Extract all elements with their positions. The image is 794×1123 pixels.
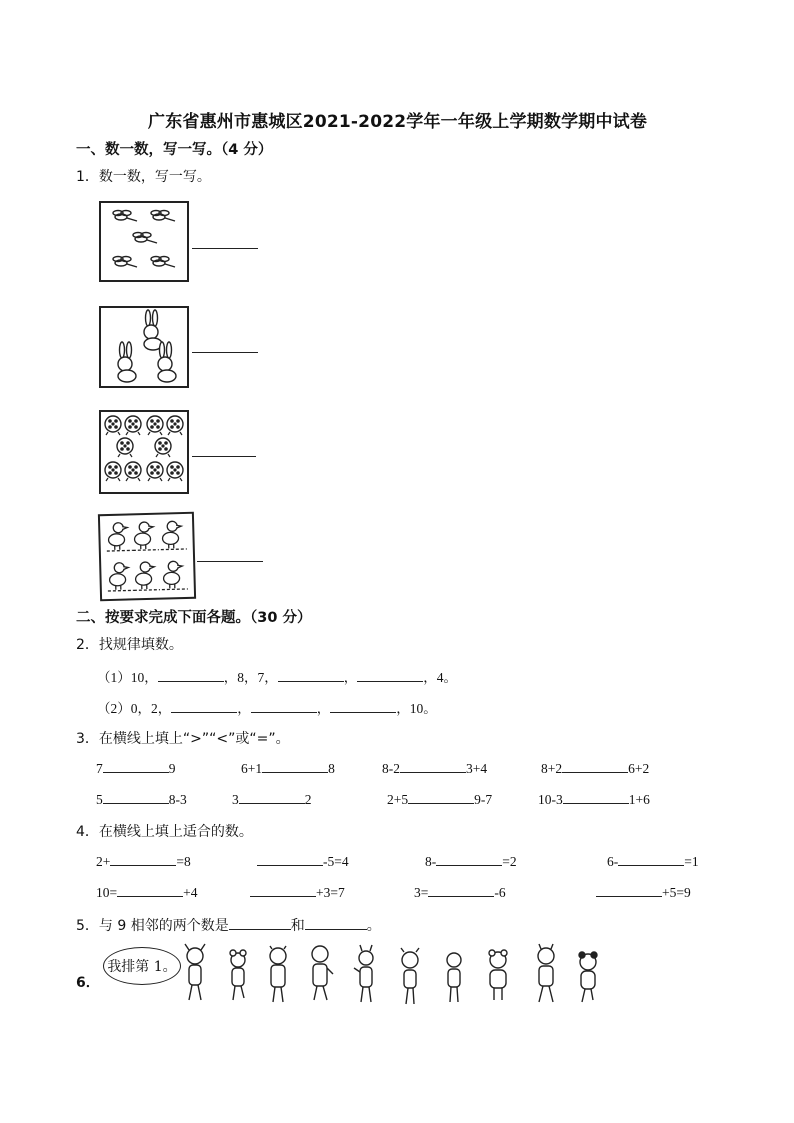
- animal-icon: [230, 950, 246, 1000]
- speech-bubble: [103, 947, 181, 985]
- question-3-text: 3．在横线上填上“>”“<”或“=”。: [76, 731, 290, 747]
- expr-right: -5=4: [323, 854, 349, 869]
- expr-left: 8-: [425, 854, 437, 869]
- blank[interactable]: [278, 669, 344, 682]
- question-5-text: 5．与 9 相邻的两个数是: [76, 918, 229, 934]
- count-picture-ladybugs: [99, 410, 189, 494]
- section-2-heading: 二、按要求完成下面各题。（30 分）: [76, 610, 312, 626]
- expr-left: 3: [232, 792, 239, 807]
- pattern-text: ，10。: [396, 701, 437, 716]
- speech-bubble-text: 我排第 1。: [107, 959, 177, 975]
- compare-item: [382, 760, 487, 777]
- blank[interactable]: [400, 760, 466, 773]
- count-picture-dragonflies: [99, 201, 189, 282]
- blank[interactable]: [562, 760, 628, 773]
- ladybug-icon: [105, 416, 183, 481]
- expr-left: 2+: [96, 854, 111, 869]
- blank[interactable]: [428, 884, 494, 897]
- blank[interactable]: [357, 669, 423, 682]
- blank[interactable]: [250, 884, 316, 897]
- blank[interactable]: [596, 884, 662, 897]
- pattern-text: ，: [237, 701, 251, 716]
- question-2-text: 2．找规律填数。: [76, 637, 183, 653]
- fill-item: [596, 884, 691, 901]
- animal-icon: [312, 946, 333, 1000]
- compare-item: [387, 791, 492, 808]
- expr-right: +5=9: [662, 885, 691, 900]
- expr-left: 2+5: [387, 792, 409, 807]
- expr-right: 9: [168, 761, 176, 776]
- expr-left: 8-2: [382, 761, 400, 776]
- blank[interactable]: [618, 853, 684, 866]
- blank[interactable]: [330, 700, 396, 713]
- blank[interactable]: [229, 917, 291, 930]
- expr-right: 8: [328, 761, 335, 776]
- animal-icon: [270, 946, 286, 1002]
- dragonfly-icon: [113, 211, 175, 268]
- expr-right: 3+4: [466, 761, 488, 776]
- compare-item: [96, 760, 176, 777]
- expr-left: 10=: [96, 885, 118, 900]
- expr-left: 5: [96, 792, 103, 807]
- expr-right: 8-3: [168, 792, 187, 807]
- expr-right: 9-7: [474, 792, 493, 807]
- pattern-text: ，8，7，: [223, 670, 278, 685]
- fill-item: [250, 884, 345, 901]
- blank[interactable]: [563, 791, 629, 804]
- expr-right: =2: [502, 854, 517, 869]
- expr-right: +3=7: [316, 885, 345, 900]
- compare-item: [232, 791, 312, 808]
- blank[interactable]: [262, 760, 328, 773]
- duck-icon: [106, 521, 188, 591]
- question-6-number: 6．: [76, 975, 100, 991]
- answer-line-2[interactable]: [192, 352, 258, 353]
- pattern-text: （2）0，2，: [97, 701, 172, 716]
- rabbit-icon: [118, 310, 176, 382]
- question-5-and: 和: [290, 918, 305, 934]
- fill-item: [96, 884, 198, 901]
- pattern-text: ，4。: [423, 670, 457, 685]
- page-title: 广东省惠州市惠城区2021-2022学年一年级上学期数学期中试卷: [148, 112, 648, 132]
- compare-item: [241, 760, 335, 777]
- expr-right: 2: [304, 792, 312, 807]
- fill-item: [414, 884, 506, 901]
- section-1-heading: 一、数一数，写一写。（4 分）: [76, 142, 273, 158]
- count-picture-ducks: [98, 512, 196, 601]
- expr-left: 8+2: [541, 761, 563, 776]
- compare-item: [541, 760, 649, 777]
- expr-right: -6: [494, 885, 506, 900]
- answer-line-4[interactable]: [197, 561, 263, 562]
- animal-icon: [579, 952, 597, 1002]
- animal-icon: [354, 945, 373, 1002]
- expr-right: =8: [176, 854, 191, 869]
- blank[interactable]: [110, 853, 176, 866]
- blank[interactable]: [171, 700, 237, 713]
- blank[interactable]: [103, 791, 169, 804]
- question-4-text: 4．在横线上填上适合的数。: [76, 824, 253, 840]
- expr-left: 10-3: [538, 792, 563, 807]
- fill-item: [425, 853, 517, 870]
- blank[interactable]: [257, 853, 323, 866]
- question-1-text: 1．数一数，写一写。: [76, 169, 211, 185]
- animal-icon: [185, 944, 205, 1000]
- expr-right: 6+2: [628, 761, 650, 776]
- compare-item: [538, 791, 650, 808]
- question-5-end: 。: [366, 918, 381, 934]
- expr-right: 1+6: [628, 792, 650, 807]
- blank[interactable]: [305, 917, 367, 930]
- expr-left: 6-: [607, 854, 619, 869]
- pattern-row-1: [97, 666, 457, 686]
- animal-icon: [489, 950, 507, 1000]
- fill-item: [257, 853, 349, 870]
- expr-left: 6+1: [241, 761, 263, 776]
- pattern-text: （1）10，: [97, 670, 158, 685]
- blank[interactable]: [117, 884, 183, 897]
- blank[interactable]: [251, 700, 317, 713]
- expr-left: 7: [96, 761, 103, 776]
- animal-icon: [401, 948, 419, 1004]
- pattern-text: ，: [316, 701, 331, 716]
- expr-right: =1: [684, 854, 699, 869]
- fill-item: [96, 853, 191, 870]
- pattern-row-2: [97, 697, 437, 717]
- blank[interactable]: [158, 669, 224, 682]
- compare-item: [96, 791, 187, 808]
- animal-queue: [180, 940, 610, 1010]
- pattern-text: ，: [343, 670, 358, 685]
- blank[interactable]: [239, 791, 305, 804]
- question-5: [76, 915, 381, 935]
- animal-icon: [538, 944, 554, 1002]
- animal-icon: [447, 953, 461, 1002]
- blank[interactable]: [103, 760, 169, 773]
- blank[interactable]: [436, 853, 502, 866]
- answer-line-3[interactable]: [192, 456, 256, 457]
- fill-item: [607, 853, 699, 870]
- expr-left: 3=: [414, 885, 429, 900]
- expr-right: +4: [183, 885, 198, 900]
- blank[interactable]: [408, 791, 474, 804]
- count-picture-rabbits: [99, 306, 189, 388]
- answer-line-1[interactable]: [192, 248, 258, 249]
